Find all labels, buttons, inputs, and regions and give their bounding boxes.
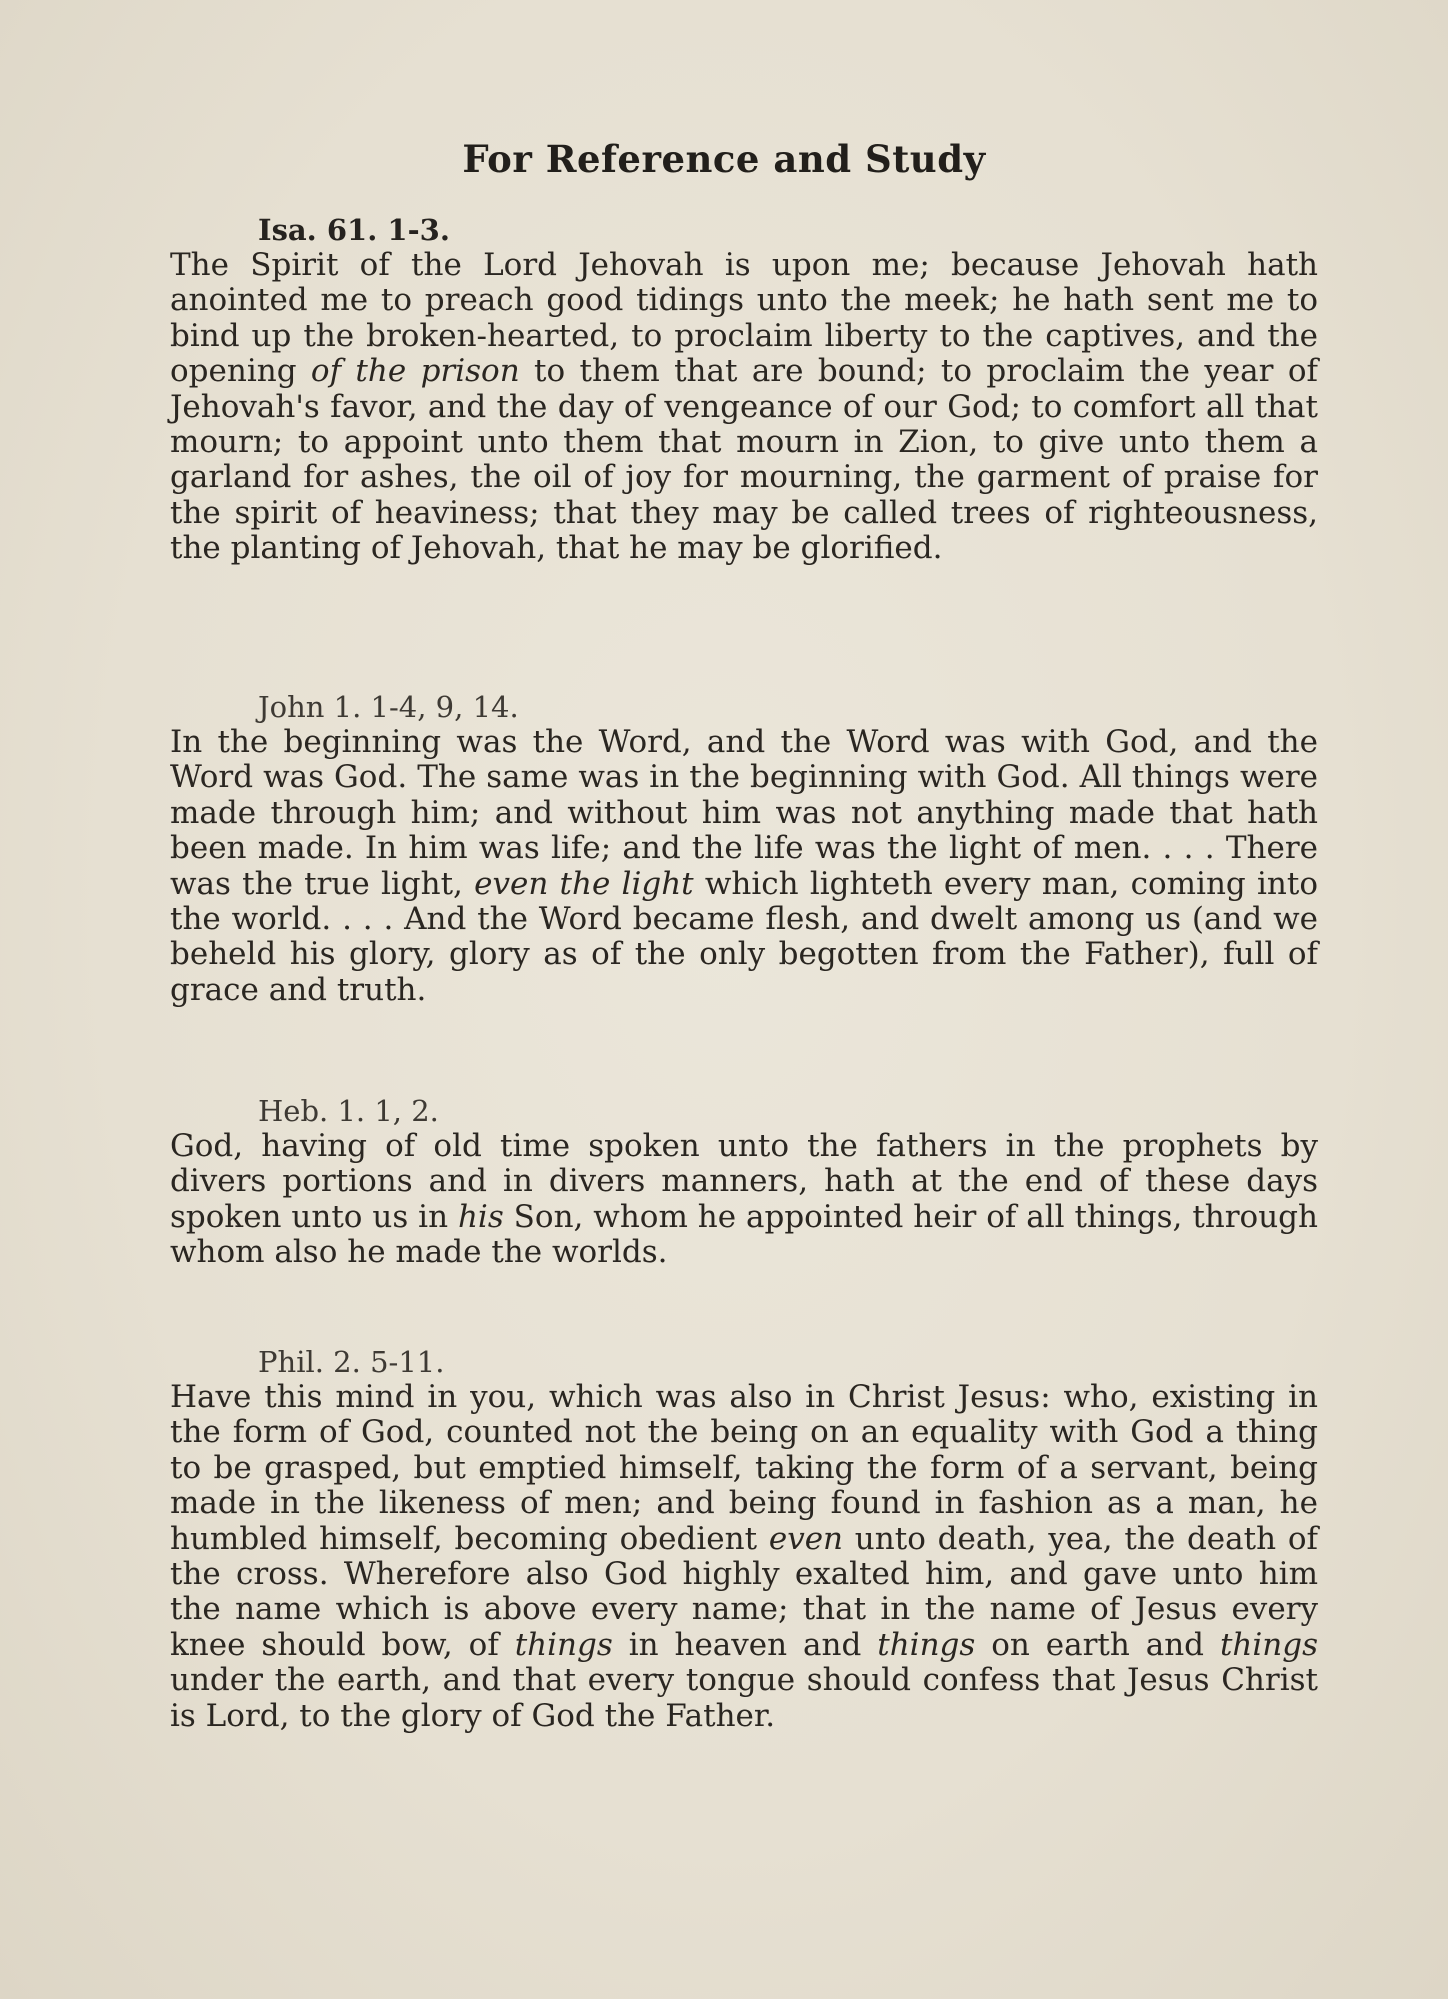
text-run: The Spirit of the Lord Jehovah is upon me; because Jehovah hath anointed me to preach good tidings unto the meek; he hath sent me to bind up the broken-hearted, to proclaim liberty to the captives, and the opening — [170, 247, 1318, 390]
passage-text — [170, 725, 1318, 1008]
page-title: For Reference and Study — [462, 137, 986, 181]
passage-hebrews — [170, 1094, 1318, 1271]
text-run: unto death, yea, the death of the cross. Wherefore also God highly exalted him, and gave unto him the name which is above every name; that in the name of Jesus every knee should bow, of — [170, 1520, 1318, 1663]
text-run: under the earth, and that every tongue should confess that Jesus Christ is Lord, to the glory of God the Father. — [170, 1662, 1318, 1734]
text-run: God, having of old time spoken unto the fathers in the prophets by divers portions and in divers manners, hath at the end of these days spoken unto us in — [170, 1128, 1318, 1235]
scripture-reference: John 1. 1-4, 9, 14. — [258, 690, 519, 724]
italic-text: even — [768, 1520, 844, 1557]
italic-text: things — [1219, 1626, 1318, 1663]
scripture-reference: Heb. 1. 1, 2. — [258, 1094, 439, 1128]
passage-philippians — [170, 1345, 1318, 1734]
italic-text: even the light — [474, 865, 694, 902]
text-run: on earth and — [975, 1626, 1220, 1663]
text-run: Son, whom he appointed heir of all things, through whom also he made the worlds. — [170, 1198, 1318, 1271]
italic-text: of the prison — [310, 353, 520, 390]
passage-text — [170, 248, 1318, 567]
text-run: Have this mind in you, which was also in Christ Jesus: who, existing in the form of God, counted not the being on an equality with God a thing to be grasped, but emptied himself, taking the form of a servant, being made in the likeness of men; and being found in fashion as a man, he humbled himself, becoming obedient — [170, 1379, 1318, 1557]
italic-text: his — [457, 1198, 504, 1235]
italic-text: things — [877, 1626, 976, 1663]
text-run: to them that are bound; to proclaim the year of Jehovah's favor, and the day of vengeance of our God; to comfort all that mourn; to appoint unto them that mourn in Zion, to give unto them a garland for ashes, the oil of joy for mourning, the garment of praise for the spirit of heaviness; that they may be called trees of righteousness, the planting of Jehovah, that he may be glorified. — [170, 353, 1318, 567]
passage-john — [170, 690, 1318, 1008]
passage-isaiah — [170, 213, 1318, 567]
text-run: in heaven and — [612, 1626, 878, 1663]
scripture-reference: Isa. 61. 1-3. — [258, 213, 450, 247]
passage-text — [170, 1380, 1318, 1734]
text-run: which lighteth every man, coming into the world. . . . And the Word became flesh, and dwelt among us (and we beheld his glory, glory as of the only begotten from the Father), full of grace and truth. — [170, 865, 1318, 1008]
text-run: In the beginning was the Word, and the Word was with God, and the Word was God. The same was in the beginning with God. All things were made through him; and without him was not anything made that hath been made. In him was life; and the life was the light of men. . . . There was the true light, — [170, 724, 1318, 902]
italic-text: things — [514, 1626, 613, 1663]
scripture-reference: Phil. 2. 5-11. — [258, 1345, 445, 1379]
passage-text — [170, 1129, 1318, 1271]
